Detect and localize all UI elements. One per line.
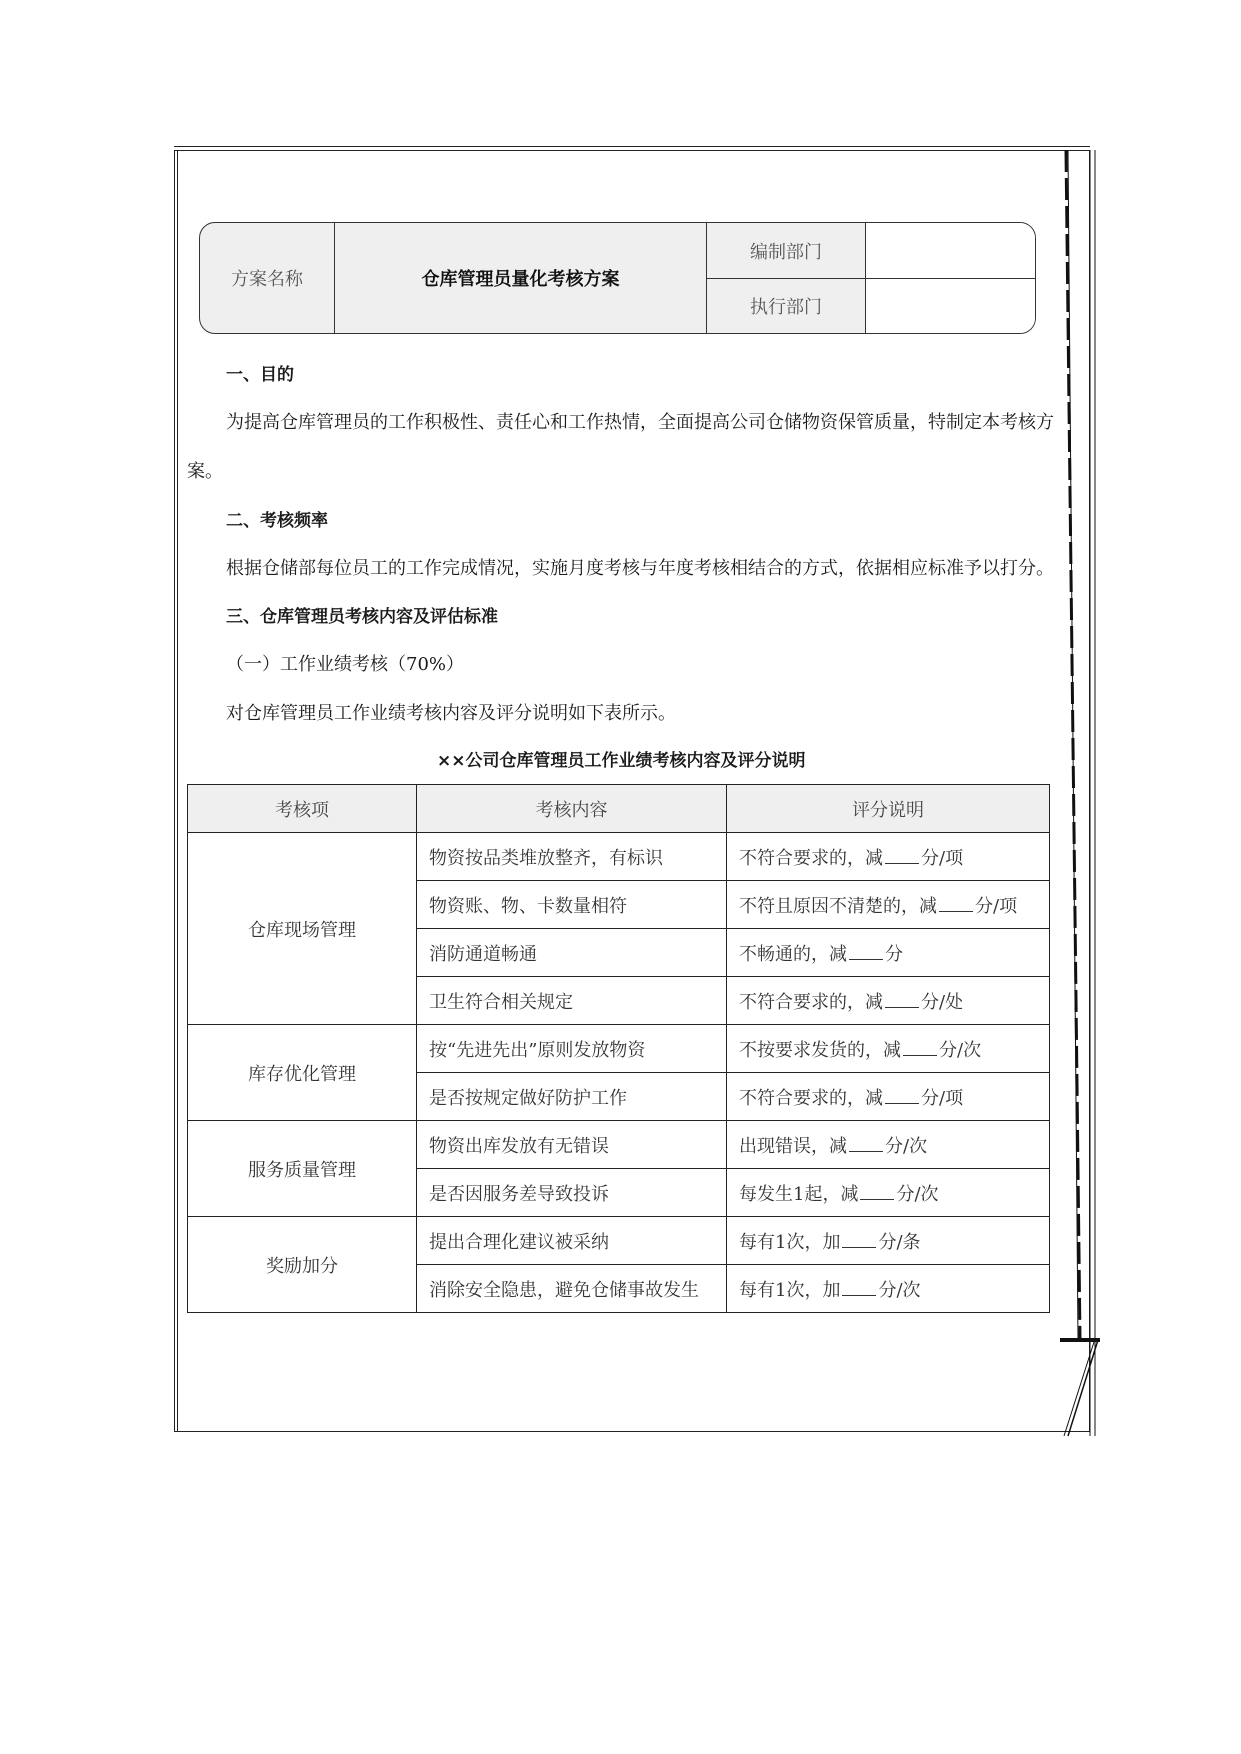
executed-by-label: 执行部门	[706, 278, 865, 333]
col-header-scoring: 评分说明	[727, 785, 1050, 833]
section-3-intro: 对仓库管理员工作业绩考核内容及评分说明如下表所示。	[226, 703, 676, 724]
scoring-cell: 不畅通的，减 分	[727, 929, 1050, 977]
scoring-cell: 出现错误，减 分/次	[727, 1121, 1050, 1169]
section-1-heading: 一、目的	[226, 365, 294, 385]
content-cell: 是否按规定做好防护工作	[417, 1073, 727, 1121]
content-cell: 物资账、物、卡数量相符	[417, 881, 727, 929]
category-cell: 库存优化管理	[188, 1025, 417, 1121]
table-row	[188, 833, 1050, 881]
section-2-paragraph: 根据仓储部每位员工的工作完成情况，实施月度考核与年度考核相结合的方式，依据相应标准予以打分。	[226, 558, 1054, 579]
content-cell: 卫生符合相关规定	[417, 977, 727, 1025]
scoring-cell: 不符且原因不清楚的，减 分/项	[727, 881, 1050, 929]
score-blank[interactable]	[849, 1135, 883, 1152]
prepared-by-label: 编制部门	[706, 223, 865, 278]
table-row	[188, 1025, 1050, 1073]
scoring-cell: 不符合要求的，减 分/项	[727, 1073, 1050, 1121]
scoring-cell: 不符合要求的，减 分/项	[727, 833, 1050, 881]
content-cell: 消防通道畅通	[417, 929, 727, 977]
section-1-paragraph-line2: 案。	[187, 461, 223, 482]
score-blank[interactable]	[842, 1279, 876, 1296]
category-cell: 奖励加分	[188, 1217, 417, 1313]
section-2-heading: 二、考核频率	[226, 511, 328, 531]
content-cell: 消除安全隐患，避免仓储事故发生	[417, 1265, 727, 1313]
score-blank[interactable]	[885, 991, 919, 1008]
score-blank[interactable]	[842, 1231, 876, 1248]
score-blank[interactable]	[849, 943, 883, 960]
table-row	[188, 1121, 1050, 1169]
content-cell: 是否因服务差导致投诉	[417, 1169, 727, 1217]
category-cell: 服务质量管理	[188, 1121, 417, 1217]
frame-top-line	[174, 146, 1090, 147]
content-cell: 按“先进先出”原则发放物资	[417, 1025, 727, 1073]
score-blank[interactable]	[903, 1039, 937, 1056]
scoring-cell: 不按要求发货的，减 分/次	[727, 1025, 1050, 1073]
score-blank[interactable]	[939, 895, 973, 912]
section-3-subheading: （一）工作业绩考核（70%）	[226, 654, 465, 675]
section-3-heading: 三、仓库管理员考核内容及评估标准	[226, 607, 498, 627]
scheme-title: 仓库管理员量化考核方案	[334, 223, 706, 333]
col-header-item: 考核项	[188, 785, 417, 833]
score-blank[interactable]	[885, 847, 919, 864]
scoring-cell: 每有1次，加 分/条	[727, 1217, 1050, 1265]
scheme-header-box	[199, 222, 1036, 334]
frame-left-line	[177, 150, 178, 1432]
table-caption: ××公司仓库管理员工作业绩考核内容及评分说明	[437, 751, 806, 771]
scheme-name-label: 方案名称	[231, 269, 303, 290]
table-header-row	[188, 785, 1050, 833]
section-1-paragraph-line1: 为提高仓库管理员的工作积极性、责任心和工作热情，全面提高公司仓储物资保管质量，特制定本考核方	[226, 412, 1054, 433]
performance-table	[187, 784, 1050, 1313]
score-blank[interactable]	[885, 1087, 919, 1104]
score-blank[interactable]	[860, 1183, 894, 1200]
category-cell: 仓库现场管理	[188, 833, 417, 1025]
scoring-cell: 不符合要求的，减 分/处	[727, 977, 1050, 1025]
content-cell: 物资出库发放有无错误	[417, 1121, 727, 1169]
col-header-content: 考核内容	[417, 785, 727, 833]
prepared-by-field[interactable]	[865, 223, 1036, 278]
table-row	[188, 1217, 1050, 1265]
executed-by-field[interactable]	[865, 278, 1036, 333]
content-cell: 提出合理化建议被采纳	[417, 1217, 727, 1265]
content-cell: 物资按品类堆放整齐，有标识	[417, 833, 727, 881]
scoring-cell: 每发生1起，减 分/次	[727, 1169, 1050, 1217]
scoring-cell: 每有1次，加 分/次	[727, 1265, 1050, 1313]
